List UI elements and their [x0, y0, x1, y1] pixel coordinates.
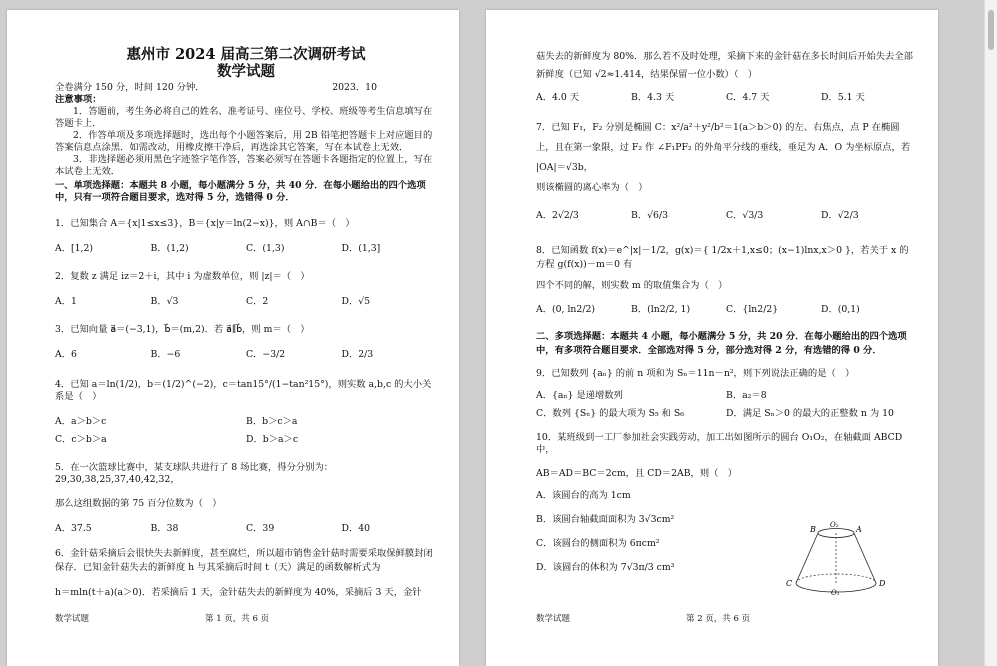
notes-title: 注意事项：: [55, 94, 102, 105]
footer-subject: 数学试题: [55, 614, 90, 624]
question-6-continued: 菇失去的新鲜度为 80%．那么若不及时处理，采摘下来的金针菇在多长时间后开始失去全部新鲜度（已知 √2≈1.414，结果保留一位小数）（ ）: [536, 51, 913, 80]
option: D．40: [341, 523, 371, 534]
option: D．√2/3: [821, 210, 859, 221]
page-1-content: [55, 46, 437, 599]
question-8-cont: 四个不同的解，则实数 m 的取值集合为（ ）: [536, 280, 728, 291]
option: A．a＞b＞c: [55, 416, 107, 427]
option: A．{aₙ} 是递增数列: [536, 390, 623, 401]
exam-page-2: [486, 10, 938, 666]
question-5: 5．在一次篮球比赛中，某支球队共进行了 8 场比赛，得分分别为：29,30,38,25,37,40,42,32，: [55, 462, 334, 485]
question-10: 10．某班级到一工厂参加社会实践劳动，加工出如图所示的圆台 O₁O₂，在轴截面 ABCD 中，: [536, 432, 903, 455]
question-2: 2．复数 z 满足 iz＝2＋i，其中 i 为虚数单位，则 |z|＝（ ）: [55, 271, 310, 282]
question-10-option-a: A．该圆台的高为 1cm: [536, 490, 631, 501]
exam-title: 惠州市 2024 届高三第二次调研考试: [126, 46, 366, 63]
option: D．√5: [341, 296, 371, 307]
scrollbar-thumb[interactable]: [988, 10, 994, 50]
option: A．6: [55, 349, 77, 360]
footer-subject: 数学试题: [536, 614, 571, 624]
question-7: 7．已知 F₁，F₂ 分别是椭圆 C：x²/a²＋y²/b²＝1(a＞b＞0) 的左、右焦点，点 P 在椭圆上，且在第一象限，过 F₂ 作 ∠F₁PF₂ 的外角平分线的垂线，垂足为 A．O 为坐标原点，若 |OA|＝√3b，: [536, 122, 911, 173]
note-3: 3．非选择题必须用黑色字迹签字笔作答，答案必须写在答题卡各题指定的位置上，写在本试卷上无效．: [55, 154, 433, 177]
section-2-heading: 二、多项选择题：本题共 4 小题，每小题满分 5 分，共 20 分．在每小题给出的四个选项中，有多项符合题目要求．全部选对得 5 分，部分选对得 2 分，有选错的得 0 分．: [536, 331, 907, 356]
option: B．√6/3: [631, 210, 669, 221]
section-1-heading: 一、单项选择题：本题共 8 小题，每小题满分 5 分，共 40 分．在每小题给出的四个选项中，只有一项符合题目要求，选对得 5 分，选错得 0 分．: [55, 180, 426, 203]
label-d: D: [879, 579, 886, 588]
option: C．数列 {Sₙ} 的最大项为 S₅ 和 S₆: [536, 408, 684, 419]
option: B．(ln2/2, 1): [631, 304, 691, 315]
note-1: 1．答题前，考生务必将自己的姓名、准考证号、座位号、学校、班级等考生信息填写在答题卡上．: [55, 106, 433, 129]
exam-date: 2023．10: [332, 82, 377, 93]
option: A．(0, ln2/2): [536, 304, 596, 315]
exam-page-1: [7, 10, 459, 666]
label-o1: O₁: [831, 589, 840, 597]
option: C．−3/2: [246, 349, 286, 360]
option: A．2√2/3: [536, 210, 579, 221]
question-6-cont: h＝mln(t＋a)(a＞0)．若采摘后 1 天，金针菇失去的新鲜度为 40%，采摘后 3 天，金针: [55, 587, 422, 598]
label-o2: O₂: [830, 521, 839, 529]
option: B．4.3 天: [631, 92, 675, 103]
question-4-options: [55, 416, 437, 452]
label-c: C: [786, 579, 793, 588]
option: D．b＞a＞c: [246, 434, 299, 445]
option: B．(1,2): [150, 243, 189, 254]
option: B．−6: [150, 349, 181, 360]
question-1: 1．已知集合 A＝{x|1≤x≤3}，B＝{x|y＝ln(2−x)}，则 A∩B＝（ ）: [55, 218, 355, 229]
question-9-options: [536, 390, 916, 426]
option: B．b＞c＞a: [246, 416, 298, 427]
question-5-cont: 那么这组数据的第 75 百分位数为（ ）: [55, 498, 222, 509]
footer-page-number: 第 1 页，共 6 页: [205, 614, 270, 624]
question-8-options: [536, 304, 916, 316]
question-10-option-b: B．该圆台轴截面面积为 3√3cm²: [536, 514, 675, 525]
label-b: B: [810, 525, 816, 534]
question-7-cont: 则该椭圆的离心率为（ ）: [536, 182, 648, 193]
option: B．38: [150, 523, 179, 534]
question-3: 3．已知向量 a⃗＝(−3,1)，b⃗＝(m,2)．若 a⃗∥b⃗，则 m＝（ ）: [55, 324, 310, 335]
option: C．c＞b＞a: [55, 434, 107, 445]
exam-duration: 全卷满分 150 分，时间 120 分钟．: [55, 82, 205, 93]
option: C．4.7 天: [726, 92, 770, 103]
option: C．2: [246, 296, 269, 307]
question-3-options: [55, 349, 437, 361]
question-10-option-d: D．该圆台的体积为 7√3π/3 cm³: [536, 562, 675, 573]
question-7-options: [536, 210, 916, 222]
option: D．(1,3]: [341, 243, 381, 254]
question-8: 8．已知函数 f(x)＝e^|x|－1/2，g(x)＝{ 1/2x＋1,x≤0；(x−1)lnx,x＞0 }，若关于 x 的方程 g(f(x))－m＝0 有: [536, 245, 909, 270]
page-1-footer: [55, 612, 437, 624]
question-6: 6．金针菇采摘后会很快失去新鲜度，甚至腐烂，所以超市销售金针菇时需要采取保鲜膜封闭保存．已知金针菇失去的新鲜度 h 与其采摘后时间 t（天）满足的函数解析式为: [55, 548, 433, 573]
question-6-options: [536, 92, 916, 104]
option: A．4.0 天: [536, 92, 580, 103]
option: D．2/3: [341, 349, 374, 360]
option: B．√3: [150, 296, 179, 307]
option: A．37.5: [55, 523, 92, 534]
note-2: 2．作答单项及多项选择题时，选出每个小题答案后，用 2B 铅笔把答题卡上对应题目的答案信息点涂黑．如需改动，用橡皮擦干净后，再选涂其它答案，写在本试卷上无效．: [55, 130, 433, 153]
question-4: 4．已知 a＝ln(1/2)，b＝(1/2)^(−2)，c＝tan15°/(1−tan²15°)，则实数 a,b,c 的大小关系是（ ）: [55, 379, 432, 402]
option: B．a₂＝8: [726, 390, 767, 401]
option: C．(1,3): [246, 243, 285, 254]
question-5-options: [55, 523, 437, 535]
frustum-figure: [778, 520, 898, 600]
option: A．[1,2): [55, 243, 94, 254]
option: D．满足 Sₙ＞0 的最大的正整数 n 为 10: [726, 408, 894, 419]
label-a: A: [856, 525, 862, 534]
option: D．(0,1): [821, 304, 860, 315]
footer-page-number: 第 2 页，共 6 页: [686, 614, 751, 624]
option: C．√3/3: [726, 210, 764, 221]
option: C．39: [246, 523, 275, 534]
option: C．{ln2/2}: [726, 304, 779, 315]
vertical-scrollbar[interactable]: [984, 0, 997, 666]
right-generatrix: [854, 533, 876, 583]
question-10-cont: AB＝AD＝BC＝2cm，且 CD＝2AB，则（ ）: [536, 468, 738, 479]
question-2-options: [55, 296, 437, 308]
question-9: 9．已知数列 {aₙ} 的前 n 项和为 Sₙ＝11n－n²，则下列说法正确的是（ ）: [536, 368, 855, 379]
exam-subtitle: 数学试题: [217, 63, 275, 80]
question-10-option-c: C．该圆台的侧面积为 6πcm²: [536, 538, 660, 549]
question-1-options: [55, 243, 437, 255]
exam-meta: [55, 82, 437, 94]
option: A．1: [55, 296, 77, 307]
option: D．5.1 天: [821, 92, 865, 103]
page-2-footer: [536, 612, 916, 624]
page-2-content: [536, 48, 916, 574]
